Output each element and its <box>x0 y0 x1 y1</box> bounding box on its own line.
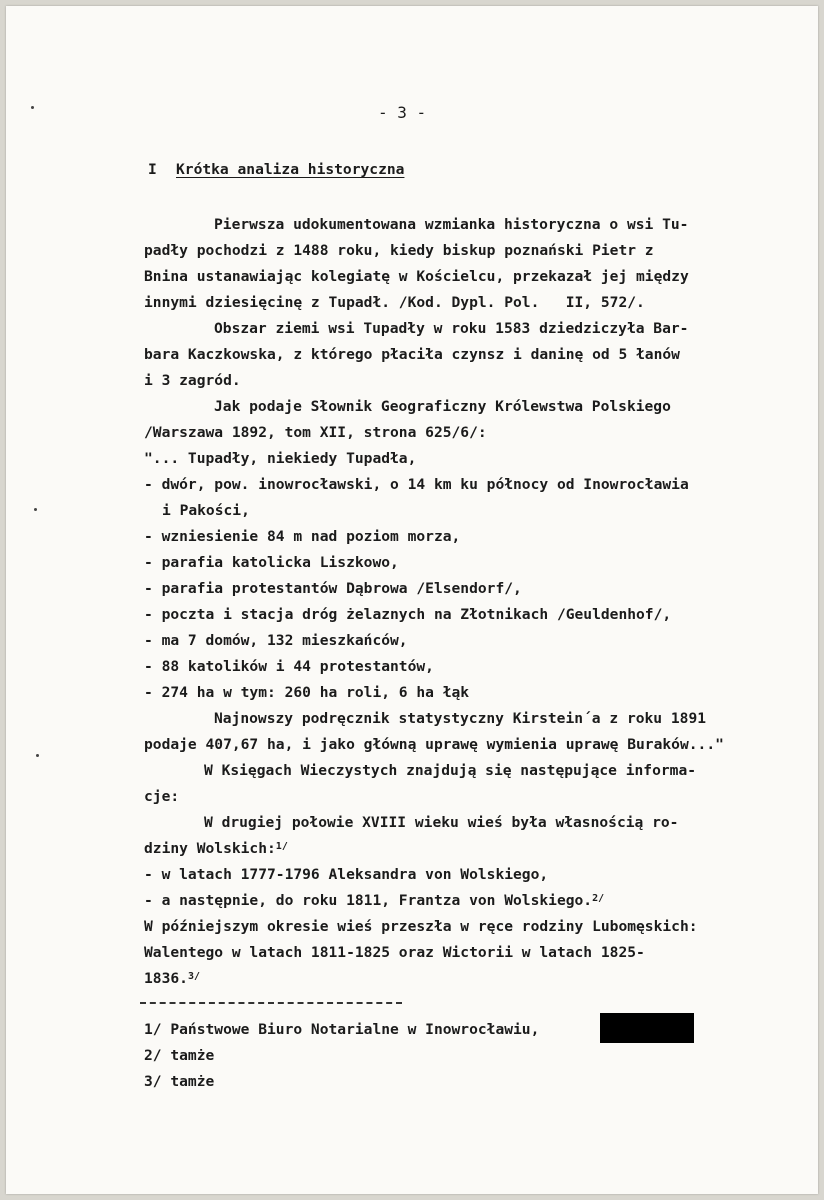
footnote: 1/ Państwowe Biuro Notarialne w Inowrocławiu, <box>144 1021 540 1038</box>
text-line: /Warszawa 1892, tom XII, strona 625/6/: <box>144 424 487 441</box>
document-page <box>6 6 818 1194</box>
text-line-content: - a następnie, do roku 1811, Frantza von Wolskiego. <box>144 892 593 909</box>
section-numeral: I <box>148 161 157 178</box>
list-item: - wzniesienie 84 m nad poziom morza, <box>144 528 461 545</box>
text-line: innymi dziesięcinę z Tupadł. /Kod. Dypl. Pol. II, 572/. <box>144 294 645 311</box>
text-line <box>144 970 200 990</box>
text-line: padły pochodzi z 1488 roku, kiedy biskup poznański Pietr z <box>144 242 654 259</box>
text-line: i Pakości, <box>162 502 250 519</box>
text-line: bara Kaczkowska, z którego płaciła czynsz i daninę od 5 łanów <box>144 346 680 363</box>
text-line: podaje 407,67 ha, i jako główną uprawę wymienia uprawę Buraków..." <box>144 736 724 753</box>
list-item: - w latach 1777-1796 Aleksandra von Wolskiego, <box>144 866 549 883</box>
text-line: W Księgach Wieczystych znajdują się następujące informa- <box>204 762 697 779</box>
text-line <box>144 840 288 860</box>
footnote: 2/ tamże <box>144 1047 215 1064</box>
list-item: - parafia protestantów Dąbrowa /Elsendorf/, <box>144 580 522 597</box>
text-line: W drugiej połowie XVIII wieku wieś była własnością ro- <box>204 814 679 831</box>
text-line: W późniejszym okresie wieś przeszła w ręce rodziny Lubomęskich: <box>144 918 698 935</box>
footnote: 3/ tamże <box>144 1073 215 1090</box>
page-number: - 3 - <box>378 103 427 122</box>
redaction-box <box>600 1013 694 1043</box>
footnote-ref: 1/ <box>275 841 288 852</box>
text-line: Obszar ziemi wsi Tupadły w roku 1583 dziedziczyła Bar- <box>214 320 689 337</box>
list-item: - parafia katolicka Liszkowo, <box>144 554 399 571</box>
footnote-separator <box>140 1002 402 1004</box>
text-line: Najnowszy podręcznik statystyczny Kirstein´a z roku 1891 <box>214 710 707 727</box>
list-item: - poczta i stacja dróg żelaznych na Złotnikach /Geuldenhof/, <box>144 606 672 623</box>
text-line-content: dziny Wolskich: <box>144 840 276 857</box>
text-line: Walentego w latach 1811-1825 oraz Wictorii w latach 1825- <box>144 944 645 961</box>
footnote-ref: 2/ <box>592 893 605 904</box>
list-item: - ma 7 domów, 132 mieszkańców, <box>144 632 408 649</box>
margin-mark <box>31 106 34 109</box>
text-line: i 3 zagród. <box>144 372 241 389</box>
margin-mark <box>34 508 37 511</box>
text-line: Jak podaje Słownik Geograficzny Królewstwa Polskiego <box>214 398 671 415</box>
text-line: Pierwsza udokumentowana wzmianka historyczna o wsi Tu- <box>214 216 689 233</box>
list-item <box>144 892 604 912</box>
text-line: Bnina ustanawiając kolegiatę w Kościelcu, przekazał jej między <box>144 268 689 285</box>
text-line-content: 1836. <box>144 970 188 987</box>
text-line: cje: <box>144 788 180 805</box>
section-title: Krótka analiza historyczna <box>176 161 405 178</box>
margin-mark <box>36 754 39 757</box>
list-item: - 274 ha w tym: 260 ha roli, 6 ha łąk <box>144 684 470 701</box>
list-item: - 88 katolików i 44 protestantów, <box>144 658 434 675</box>
text-line: "... Tupadły, niekiedy Tupadła, <box>144 450 417 467</box>
footnote-ref: 3/ <box>187 971 200 982</box>
list-item: - dwór, pow. inowrocławski, o 14 km ku północy od Inowrocławia <box>144 476 689 493</box>
